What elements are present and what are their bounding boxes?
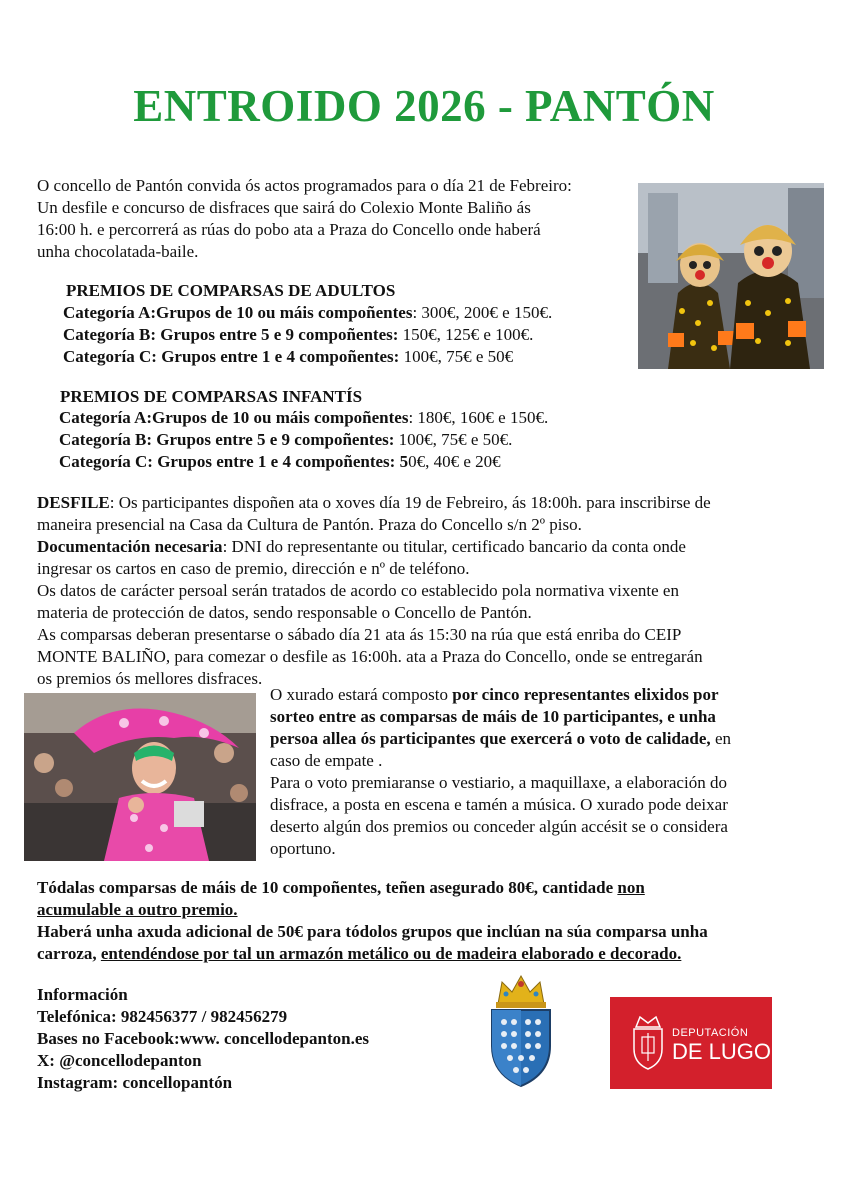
children-prizes-heading <box>60 386 362 408</box>
category-prizes: 100€, 75€ e 50€ <box>399 347 514 366</box>
bonus-line <box>37 877 827 899</box>
jury-line: oportuno. <box>270 839 336 858</box>
desfile-line: os premios ós mellores disfraces. <box>37 669 263 688</box>
carnival-masks-photo <box>638 183 824 369</box>
desfile-line: ingresar os cartos en caso de premio, dirección e nº de teléfono. <box>37 559 470 578</box>
children-prizes-list <box>59 407 629 473</box>
jury-line <box>270 728 830 750</box>
desfile-line <box>37 492 827 514</box>
category-prizes: : 300€, 200€ e 150€. <box>412 303 553 322</box>
category-prizes: 100€, 75€ e 50€. <box>394 430 513 449</box>
adults-row-a <box>63 302 633 324</box>
category-label: Categoría C: Grupos entre 1 e 4 compoñentes: 5 <box>59 452 409 471</box>
children-row-c <box>59 451 629 473</box>
category-label: Categoría B: Grupos entre 5 e 9 compoñentes: <box>63 325 399 344</box>
info-section <box>37 984 457 1094</box>
jury-bold-text: por cinco representantes elixidos por <box>452 685 719 704</box>
children-row-a <box>59 407 629 429</box>
intro-line: 16:00 h. e percorrerá as rúas do pobo ata a Praza do Concello onde haberá <box>37 220 541 239</box>
info-x: X: @concellodepanton <box>37 1051 202 1070</box>
page-title: ENTROIDO 2026 - PANTÓN <box>133 81 715 131</box>
lugo-crest-icon <box>630 1013 666 1073</box>
intro-line: O concello de Pantón convida ós actos programados para o día 21 de Febreiro: <box>37 176 572 195</box>
bonus-underlined-text: entendéndose por tal un armazón metálico ou de madeira elaborado e decorado. <box>100 944 682 963</box>
adults-prizes-heading <box>66 280 395 302</box>
info-heading: Información <box>37 985 128 1004</box>
category-label: Categoría C: Grupos entre 1 e 4 compoñentes: <box>63 347 400 366</box>
documentation-text: : DNI do representante ou titular, certificado bancario da conta onde <box>222 537 686 556</box>
deputacion-lugo-logo <box>610 997 772 1089</box>
bonus-line: Haberá unha axuda adicional de 50€ para tódolos grupos que inclúan na súa comparsa unha <box>37 922 708 941</box>
category-prizes: 150€, 125€ e 100€. <box>398 325 534 344</box>
category-label: Categoría A:Grupos de 10 ou máis compoñentes <box>63 303 413 322</box>
bonus-text: carroza, <box>37 944 101 963</box>
desfile-line: MONTE BALIÑO, para comezar o desfile as 16:00h. ata a Praza do Concello, onde se entregarán <box>37 647 703 666</box>
jury-line: caso de empate . <box>270 751 383 770</box>
children-row-b <box>59 429 629 451</box>
desfile-section <box>37 492 827 690</box>
desfile-line <box>37 536 827 558</box>
category-prizes: : 180€, 160€ e 150€. <box>408 408 549 427</box>
category-prizes: 0€, 40€ e 20€ <box>408 452 501 471</box>
children-heading-text: PREMIOS DE COMPARSAS INFANTÍS <box>60 387 363 406</box>
desfile-label: DESFILE <box>37 493 110 512</box>
desfile-line: materia de protección de datos, sendo responsable o Concello de Pantón. <box>37 603 532 622</box>
jury-text: O xurado estará composto <box>270 685 453 704</box>
intro-paragraph <box>37 175 637 263</box>
info-instagram: Instagram: concellopantón <box>37 1073 233 1092</box>
lugo-logo-text <box>672 1027 771 1064</box>
bonus-underlined-text: non <box>617 878 645 897</box>
adults-row-b <box>63 324 633 346</box>
bonus-section <box>37 877 827 965</box>
info-facebook: Bases no Facebook:www. concellodepanton.es <box>37 1029 369 1048</box>
jury-line: sorteo entre as comparsas de máis de 10 participantes, e unha <box>270 707 716 726</box>
jury-line: deserto algún dos premios ou conceder algún accésit se o considera <box>270 817 728 836</box>
jury-section <box>270 684 830 860</box>
adults-heading-text: PREMIOS DE COMPARSAS DE ADULTOS <box>66 281 396 300</box>
bonus-line: acumulable a outro premio. <box>37 900 238 919</box>
intro-line: Un desfile e concurso de disfraces que sairá do Colexio Monte Baliño ás <box>37 198 531 217</box>
category-label: Categoría A:Grupos de 10 ou máis compoñentes <box>59 408 409 427</box>
adults-prizes-list <box>63 302 633 368</box>
lugo-line-1: DEPUTACIÓN <box>672 1027 749 1039</box>
carnival-dancer-photo <box>24 693 256 861</box>
jury-line: disfrace, a posta en escena e tamén a música. O xurado pode deixar <box>270 795 728 814</box>
jury-text: en <box>710 729 731 748</box>
adults-row-c <box>63 346 633 368</box>
jury-line <box>270 684 830 706</box>
jury-line: Para o voto premiaranse o vestiario, a maquillaxe, a elaboración do <box>270 773 727 792</box>
desfile-line: Os datos de carácter persoal serán tratados de acordo co establecido pola normativa vixente en <box>37 581 679 600</box>
desfile-line: As comparsas deberan presentarse o sábado día 21 ata ás 15:30 na rúa que está enriba do CEIP <box>37 625 682 644</box>
bonus-line <box>37 943 827 965</box>
bonus-text: Tódalas comparsas de máis de 10 compoñentes, teñen asegurado 80€, cantidade <box>37 878 618 897</box>
category-label: Categoría B: Grupos entre 5 e 9 compoñentes: <box>59 430 395 449</box>
desfile-text: : Os participantes dispoñen ata o xoves día 19 de Febreiro, ás 18:00h. para inscribirse de <box>109 493 711 512</box>
info-phone: Telefónica: 982456377 / 982456279 <box>37 1007 288 1026</box>
panton-coat-of-arms-logo <box>484 974 558 1088</box>
lugo-line-2: DE LUGO <box>672 1039 772 1064</box>
intro-line: unha chocolatada-baile. <box>37 242 199 261</box>
desfile-line: maneira presencial na Casa da Cultura de Pantón. Praza do Concello s/n 2º piso. <box>37 515 582 534</box>
jury-bold-text: persoa allea ós participantes que exercerá o voto de calidade, <box>270 729 711 748</box>
documentation-label: Documentación necesaria <box>37 537 223 556</box>
